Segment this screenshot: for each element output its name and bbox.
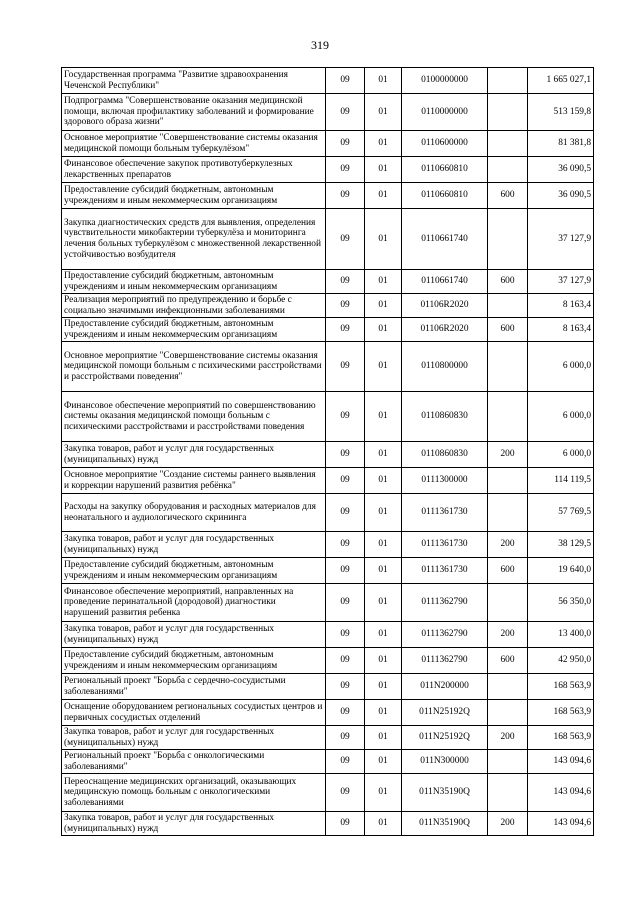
row-amount: 1 665 027,1 — [528, 68, 594, 94]
table-row — [62, 270, 594, 294]
row-type — [488, 94, 528, 131]
row-type: 600 — [488, 270, 528, 294]
row-name: Предоставление субсидий бюджетным, автономным учреждениям и иным некоммерческим организациям — [62, 558, 326, 584]
table-row — [62, 774, 594, 812]
row-type — [488, 468, 528, 494]
row-amount: 168 563,9 — [528, 700, 594, 726]
table-row — [62, 94, 594, 131]
row-target: 0110661740 — [402, 270, 488, 294]
row-name: Предоставление субсидий бюджетным, автономным учреждениям и иным некоммерческим организациям — [62, 270, 326, 294]
row-name: Государственная программа "Развитие здравоохранения Чеченской Республики" — [62, 68, 326, 94]
table-row — [62, 183, 594, 209]
row-target: 0111362790 — [402, 622, 488, 648]
row-section: 09 — [326, 622, 365, 648]
row-section: 09 — [326, 342, 365, 392]
table-row — [62, 468, 594, 494]
row-subsection: 01 — [365, 294, 402, 318]
row-subsection: 01 — [365, 318, 402, 342]
table-row — [62, 674, 594, 700]
row-name: Предоставление субсидий бюджетным, автономным учреждениям и иным некоммерческим организациям — [62, 318, 326, 342]
row-amount: 114 119,5 — [528, 468, 594, 494]
row-type: 200 — [488, 532, 528, 558]
row-section: 09 — [326, 774, 365, 812]
row-name: Закупка товаров, работ и услуг для государственных (муниципальных) нужд — [62, 442, 326, 468]
row-section: 09 — [326, 68, 365, 94]
row-type: 200 — [488, 726, 528, 750]
row-subsection: 01 — [365, 532, 402, 558]
row-name: Основное мероприятие "Совершенствование системы оказания медицинской помощи больным с психическими расстройствами и расстройствами поведения" — [62, 342, 326, 392]
row-amount: 143 094,6 — [528, 750, 594, 774]
row-name: Оснащение оборудованием региональных сосудистых центров и первичных сосудистых отделений — [62, 700, 326, 726]
row-target: 0111361730 — [402, 558, 488, 584]
row-subsection: 01 — [365, 812, 402, 836]
table-row — [62, 558, 594, 584]
row-amount: 38 129,5 — [528, 532, 594, 558]
table-row — [62, 584, 594, 622]
budget-table-body — [62, 68, 594, 836]
row-section: 09 — [326, 584, 365, 622]
row-type — [488, 750, 528, 774]
row-name: Закупка диагностических средств для выявления, определения чувствительности микобактерии туберкулёза и мониторинга лечения больных туберкулёзом с множественной лекарственной устойчивостью возбудителя — [62, 209, 326, 270]
row-subsection: 01 — [365, 442, 402, 468]
row-type — [488, 68, 528, 94]
row-amount: 6 000,0 — [528, 392, 594, 442]
page-number: 319 — [311, 38, 329, 52]
row-target: 0110860830 — [402, 442, 488, 468]
table-row — [62, 700, 594, 726]
row-type: 600 — [488, 558, 528, 584]
row-amount: 168 563,9 — [528, 674, 594, 700]
row-name: Переоснащение медицинских организаций, оказывающих медицинскую помощь больным с онкологическими заболеваниями — [62, 774, 326, 812]
row-subsection: 01 — [365, 183, 402, 209]
row-amount: 6 000,0 — [528, 442, 594, 468]
row-section: 09 — [326, 700, 365, 726]
row-type: 200 — [488, 442, 528, 468]
row-name: Региональный проект "Борьба с сердечно-сосудистыми заболеваниями" — [62, 674, 326, 700]
row-name: Финансовое обеспечение закупок противотуберкулезных лекарственных препаратов — [62, 157, 326, 183]
row-target: 0111362790 — [402, 648, 488, 674]
row-type — [488, 584, 528, 622]
row-subsection: 01 — [365, 674, 402, 700]
row-target: 011N200000 — [402, 674, 488, 700]
table-row — [62, 750, 594, 774]
row-amount: 143 094,6 — [528, 774, 594, 812]
row-type: 600 — [488, 183, 528, 209]
row-name: Закупка товаров, работ и услуг для государственных (муниципальных) нужд — [62, 726, 326, 750]
row-type: 200 — [488, 812, 528, 836]
row-amount: 6 000,0 — [528, 342, 594, 392]
row-subsection: 01 — [365, 270, 402, 294]
table-row — [62, 294, 594, 318]
row-amount: 37 127,9 — [528, 270, 594, 294]
row-section: 09 — [326, 726, 365, 750]
row-type — [488, 700, 528, 726]
row-name: Реализация мероприятий по предупреждению и борьбе с социально значимыми инфекционными заболеваниями — [62, 294, 326, 318]
table-row — [62, 532, 594, 558]
row-subsection: 01 — [365, 700, 402, 726]
row-target: 011N35190Q — [402, 812, 488, 836]
row-name: Закупка товаров, работ и услуг для государственных (муниципальных) нужд — [62, 812, 326, 836]
row-name: Закупка товаров, работ и услуг для государственных (муниципальных) нужд — [62, 622, 326, 648]
row-type — [488, 494, 528, 532]
row-target: 0110660810 — [402, 157, 488, 183]
row-subsection: 01 — [365, 726, 402, 750]
row-subsection: 01 — [365, 342, 402, 392]
row-type: 200 — [488, 622, 528, 648]
row-name: Финансовое обеспечение мероприятий по совершенствованию системы оказания медицинской помощи больным с психическими расстройствами и расстройствами поведения — [62, 392, 326, 442]
row-section: 09 — [326, 157, 365, 183]
row-subsection: 01 — [365, 750, 402, 774]
table-row — [62, 392, 594, 442]
row-subsection: 01 — [365, 209, 402, 270]
row-amount: 36 090,5 — [528, 183, 594, 209]
row-subsection: 01 — [365, 94, 402, 131]
row-amount: 81 381,8 — [528, 131, 594, 157]
row-target: 011N35190Q — [402, 774, 488, 812]
row-target: 01106R2020 — [402, 294, 488, 318]
row-name: Основное мероприятие "Создание системы раннего выявления и коррекции нарушений развития ребёнка" — [62, 468, 326, 494]
row-section: 09 — [326, 558, 365, 584]
table-row — [62, 726, 594, 750]
row-section: 09 — [326, 648, 365, 674]
row-subsection: 01 — [365, 648, 402, 674]
row-section: 09 — [326, 270, 365, 294]
row-target: 0111362790 — [402, 584, 488, 622]
row-amount: 37 127,9 — [528, 209, 594, 270]
row-target: 011N300000 — [402, 750, 488, 774]
row-subsection: 01 — [365, 68, 402, 94]
row-type — [488, 774, 528, 812]
row-type: 600 — [488, 318, 528, 342]
row-type: 600 — [488, 648, 528, 674]
row-amount: 8 163,4 — [528, 318, 594, 342]
row-amount: 8 163,4 — [528, 294, 594, 318]
row-amount: 168 563,9 — [528, 726, 594, 750]
row-section: 09 — [326, 131, 365, 157]
row-target: 0110000000 — [402, 94, 488, 131]
table-row — [62, 157, 594, 183]
row-target: 0110661740 — [402, 209, 488, 270]
row-section: 09 — [326, 318, 365, 342]
row-target: 0110660810 — [402, 183, 488, 209]
row-type — [488, 209, 528, 270]
row-type — [488, 392, 528, 442]
row-section: 09 — [326, 94, 365, 131]
row-section: 09 — [326, 468, 365, 494]
row-subsection: 01 — [365, 392, 402, 442]
row-target: 0111361730 — [402, 494, 488, 532]
row-name: Закупка товаров, работ и услуг для государственных (муниципальных) нужд — [62, 532, 326, 558]
row-type — [488, 157, 528, 183]
table-row — [62, 494, 594, 532]
table-row — [62, 131, 594, 157]
row-target: 011N25192Q — [402, 726, 488, 750]
row-section: 09 — [326, 183, 365, 209]
row-type — [488, 294, 528, 318]
row-name: Основное мероприятие "Совершенствование системы оказания медицинской помощи больным туберкулёзом" — [62, 131, 326, 157]
row-amount: 19 640,0 — [528, 558, 594, 584]
row-subsection: 01 — [365, 468, 402, 494]
row-subsection: 01 — [365, 157, 402, 183]
row-section: 09 — [326, 294, 365, 318]
row-subsection: 01 — [365, 774, 402, 812]
budget-table — [61, 67, 594, 836]
row-subsection: 01 — [365, 622, 402, 648]
row-type — [488, 674, 528, 700]
row-name: Подпрограмма "Совершенствование оказания медицинской помощи, включая профилактику заболеваний и формирование здорового образа жизни" — [62, 94, 326, 131]
row-subsection: 01 — [365, 131, 402, 157]
table-row — [62, 812, 594, 836]
row-target: 011N25192Q — [402, 700, 488, 726]
row-section: 09 — [326, 209, 365, 270]
row-section: 09 — [326, 442, 365, 468]
row-name: Предоставление субсидий бюджетным, автономным учреждениям и иным некоммерческим организациям — [62, 648, 326, 674]
row-name: Расходы на закупку оборудования и расходных материалов для неонатального и аудиологического скрининга — [62, 494, 326, 532]
row-target: 0110800000 — [402, 342, 488, 392]
row-subsection: 01 — [365, 584, 402, 622]
row-amount: 143 094,6 — [528, 812, 594, 836]
row-section: 09 — [326, 392, 365, 442]
table-row — [62, 209, 594, 270]
row-name: Предоставление субсидий бюджетным, автономным учреждениям и иным некоммерческим организациям — [62, 183, 326, 209]
table-row — [62, 342, 594, 392]
row-section: 09 — [326, 674, 365, 700]
row-name: Региональный проект "Борьба с онкологическими заболеваниями" — [62, 750, 326, 774]
row-target: 0111361730 — [402, 532, 488, 558]
row-section: 09 — [326, 812, 365, 836]
row-target: 0100000000 — [402, 68, 488, 94]
row-subsection: 01 — [365, 494, 402, 532]
row-target: 0110600000 — [402, 131, 488, 157]
row-section: 09 — [326, 532, 365, 558]
row-amount: 42 950,0 — [528, 648, 594, 674]
row-subsection: 01 — [365, 558, 402, 584]
row-amount: 513 159,8 — [528, 94, 594, 131]
row-target: 0110860830 — [402, 392, 488, 442]
table-row — [62, 442, 594, 468]
row-amount: 36 090,5 — [528, 157, 594, 183]
row-amount: 57 769,5 — [528, 494, 594, 532]
row-section: 09 — [326, 494, 365, 532]
row-amount: 56 350,0 — [528, 584, 594, 622]
row-type — [488, 342, 528, 392]
row-type — [488, 131, 528, 157]
table-row — [62, 318, 594, 342]
row-section: 09 — [326, 750, 365, 774]
table-row — [62, 648, 594, 674]
row-name: Финансовое обеспечение мероприятий, направленных на проведение перинатальной (дородовой) диагностики нарушений развития ребенка — [62, 584, 326, 622]
row-amount: 13 400,0 — [528, 622, 594, 648]
row-target: 0111300000 — [402, 468, 488, 494]
row-target: 01106R2020 — [402, 318, 488, 342]
table-row — [62, 68, 594, 94]
table-row — [62, 622, 594, 648]
